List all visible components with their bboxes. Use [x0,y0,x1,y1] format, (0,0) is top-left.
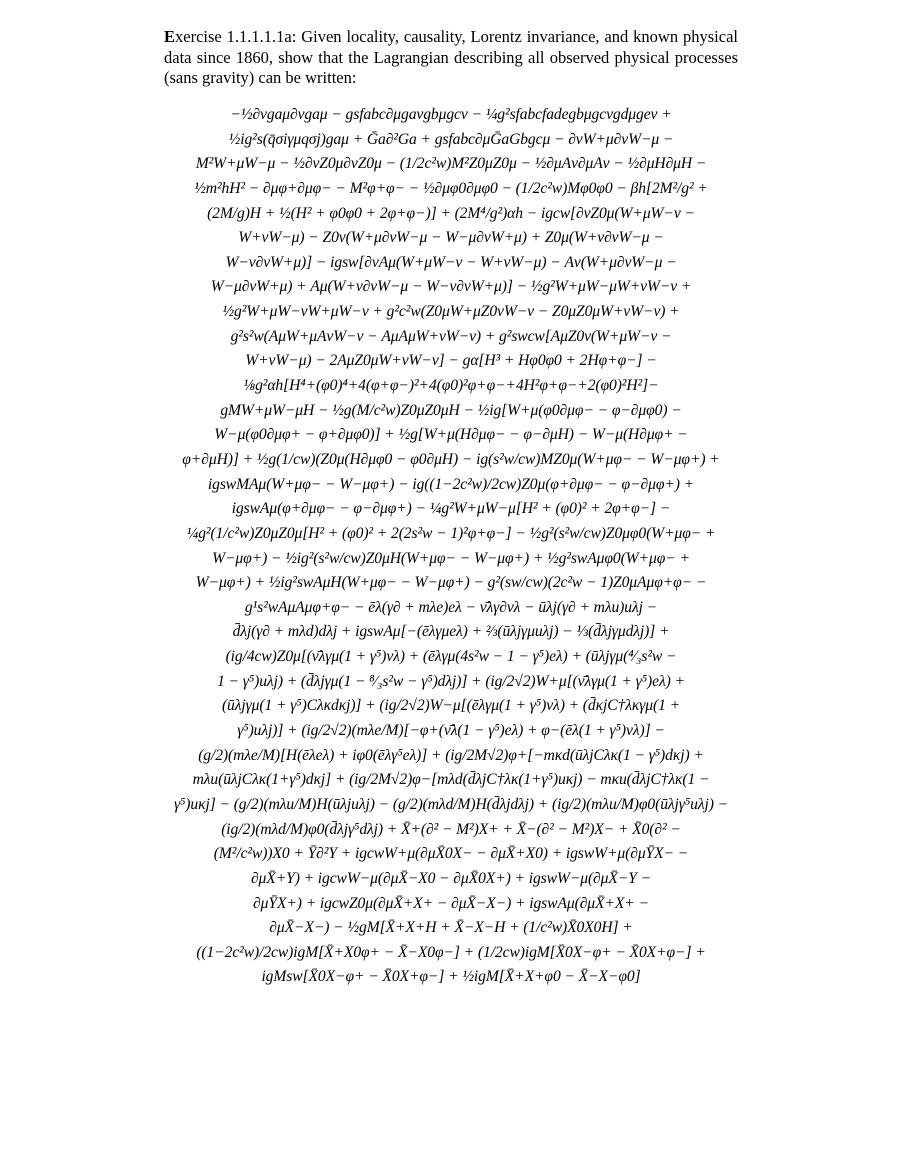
equation-line: (M²/c²w))X0 + Ȳ∂²Y + igcwW+μ(∂μX̄0X− − ∂μX̄+X0) + igswW+μ(∂μȲX− − [213,845,689,863]
equation-line: ½m²hH² − ∂μφ+∂μφ− − M²φ+φ− − ½∂μφ0∂μφ0 − (1/2c²w)Mφ0φ0 − βh[2M²/g² + [194,179,708,197]
exercise-initial: E [164,27,176,46]
equation-line: g¹s²wAμAμφ+φ− − ēλ(γ∂ + mλe)eλ − ν̄λγ∂νλ − ūλj(γ∂ + mλu)uλj − [244,598,658,616]
equation-line: γ⁵)uκj] − (g/2)(mλu/M)H(ūλjuλj) − (g/2)(mλd/M)H(d̄λjdλj) + (ig/2)(mλu/M)φ0(ūλjγ⁵uλj) − [173,795,729,813]
equation-line: ((1−2c²w)/2cw)igM[X̄+X0φ+ − X̄−X0φ−] + (1/2cw)igM[X̄0X−φ+ − X̄0X+φ−] + [196,943,706,961]
equation-line: φ+∂μH)] + ½g(1/cw)(Z0μ(H∂μφ0 − φ0∂μH) − ig(s²w/cw)MZ0μ(W+μφ− − W−μφ+) + [182,450,720,468]
equation-line: (ig/4cw)Z0μ[(ν̄λγμ(1 + γ⁵)νλ) + (ēλγμ(4s²w − 1 − γ⁵)eλ) + (ūλjγμ(⁴⁄₃s²w − [225,648,677,666]
equation-line: ∂μȲX+) + igcwZ0μ(∂μX̄+X+ − ∂μX̄−X−) + igswAμ(∂μX̄+X+ − [253,894,649,912]
equation-line: ¼g²(1/c²w)Z0μZ0μ[H² + (φ0)² + 2(2s²w − 1)²φ+φ−] − ½g²(s²w/cw)Z0μφ0(W+μφ− + [186,524,716,542]
equation-line: gMW+μW−μH − ½g(M/c²w)Z0μZ0μH − ½ig[W+μ(φ0∂μφ− − φ−∂μφ0) − [220,401,682,419]
equation-line: W+νW−μ) − 2AμZ0μW+νW−ν] − gα[H³ + Hφ0φ0 + 2Hφ+φ−] − [245,352,657,370]
equation-line: d̄λj(γ∂ + mλd)dλj + igswAμ[−(ēλγμeλ) + ⅔(ūλjγμuλj) − ⅓(d̄λjγμdλj)] + [232,623,670,641]
equation-line: (g/2)(mλe/M)[H(ēλeλ) + iφ0(ēλγ⁵eλ)] + (ig/2M√2)φ+[−mκd(ūλjCλκ(1 − γ⁵)dκj) + [198,746,704,764]
equation-line: (2M/g)H + ½(H² + φ0φ0 + 2φ+φ−)] + (2M⁴/g²)αh − igcw[∂νZ0μ(W+μW−ν − [207,204,695,222]
equation-line: W−ν∂νW+μ)] − igsw[∂νAμ(W+μW−ν − W+νW−μ) − Aν(W+μ∂νW−μ − [225,253,677,271]
equation-line: mλu(ūλjCλκ(1+γ⁵)dκj] + (ig/2M√2)φ−[mλd(d̄λjC†λκ(1+γ⁵)uκj) − mκu(d̄λjC†λκ(1 − [192,771,710,789]
equation-line: ∂μX̄−X−) − ½gM[X̄+X+H + X̄−X−H + (1/c²w)X̄0X0H] + [269,919,633,937]
equation-line: W−μφ+) − ½ig²(s²w/cw)Z0μH(W+μφ− − W−μφ+) + ½g²swAμφ0(W+μφ− + [212,549,690,567]
equation-line: (ūλjγμ(1 + γ⁵)Cλκdκj)] + (ig/2√2)W−μ[(ēλγμ(1 + γ⁵)νλ) + (d̄κjC†λκγμ(1 + [221,697,681,715]
equation-line: ⅛g²αh[H⁴+(φ0)⁴+4(φ+φ−)²+4(φ0)²φ+φ−+4H²φ+φ−+2(φ0)²H²]− [243,377,659,395]
lagrangian-equation [160,103,742,990]
equation-line: igswAμ(φ+∂μφ− − φ−∂μφ+) − ¼g²W+μW−μ[H² + (φ0)² + 2φ+φ−] − [231,500,671,518]
equation-line: ½g²W+μW−νW+μW−ν + g²c²w(Z0μW+μZ0νW−ν − Z0μZ0μW+νW−ν) + [222,303,680,321]
equation-line: W−μφ+) + ½ig²swAμH(W+μφ− − W−μφ+) − g²(sw/cw)(2c²w − 1)Z0μAμφ+φ− − [195,574,707,592]
equation-line: (ig/2)(mλd/M)φ0(d̄λjγ⁵dλj) + X̄+(∂² − M²)X+ + X̄−(∂² − M²)X− + X̄0(∂² − [221,820,681,838]
equation-line: W−μ(φ0∂μφ+ − φ+∂μφ0)] + ½g[W+μ(H∂μφ− − φ−∂μH) − W−μ(H∂μφ+ − [214,426,688,444]
exercise-text: xercise 1.1.1.1.1a: Given locality, causality, Lorentz invariance, and known physical data since 1860, show that the Lagrangian describing all observed physical processes (sans gravity) can be written: [164,27,738,87]
equation-line: M²W+μW−μ − ½∂νZ0μ∂νZ0μ − (1/2c²w)M²Z0μZ0μ − ½∂μAν∂μAν − ½∂μH∂μH − [195,155,707,173]
exercise-statement [164,27,738,89]
equation-line: igswMAμ(W+μφ− − W−μφ+) − ig((1−2c²w)/2cw)Z0μ(φ+∂μφ− − φ−∂μφ+) + [207,475,695,493]
equation-line: γ⁵)uλj)] + (ig/2√2)(mλe/M)[−φ+(ν̄λ(1 − γ⁵)eλ) + φ−(ēλ(1 + γ⁵)νλ)] − [237,722,665,740]
equation-line: −½∂νgaμ∂νgaμ − gsfabc∂μgaνgbμgcν − ¼g²sfabcfadegbμgcνgdμgeν + [230,106,672,123]
equation-line: g²s²w(AμW+μAνW−ν − AμAμW+νW−ν) + g²swcw[AμZ0ν(W+μW−ν − [230,327,672,345]
equation-line: ½ig²s(q̄σiγμqσj)gaμ + Ḡa∂²Ga + gsfabc∂μḠaGbgcμ − ∂νW+μ∂νW−μ − [228,130,674,148]
equation-line: W+νW−μ) − Z0ν(W+μ∂νW−μ − W−μ∂νW+μ) + Z0μ(W+ν∂νW−μ − [238,229,664,247]
equation-line: W−μ∂νW+μ) + Aμ(W+ν∂νW−μ − W−ν∂νW+μ)] − ½g²W+μW−μW+νW−ν + [210,278,692,296]
equation-line: 1 − γ⁵)uλj) + (d̄λjγμ(1 − ⁸⁄₃s²w − γ⁵)dλj)] + (ig/2√2)W+μ[(ν̄λγμ(1 + γ⁵)eλ) + [217,672,685,690]
equation-line: igMsw[X̄0X−φ+ − X̄0X+φ−] + ½igM[X̄+X+φ0 − X̄−X−φ0] [261,968,641,986]
equation-line: ∂μX̄+Y) + igcwW−μ(∂μX̄−X0 − ∂μX̄0X+) + igswW−μ(∂μX̄−Y − [250,869,652,887]
